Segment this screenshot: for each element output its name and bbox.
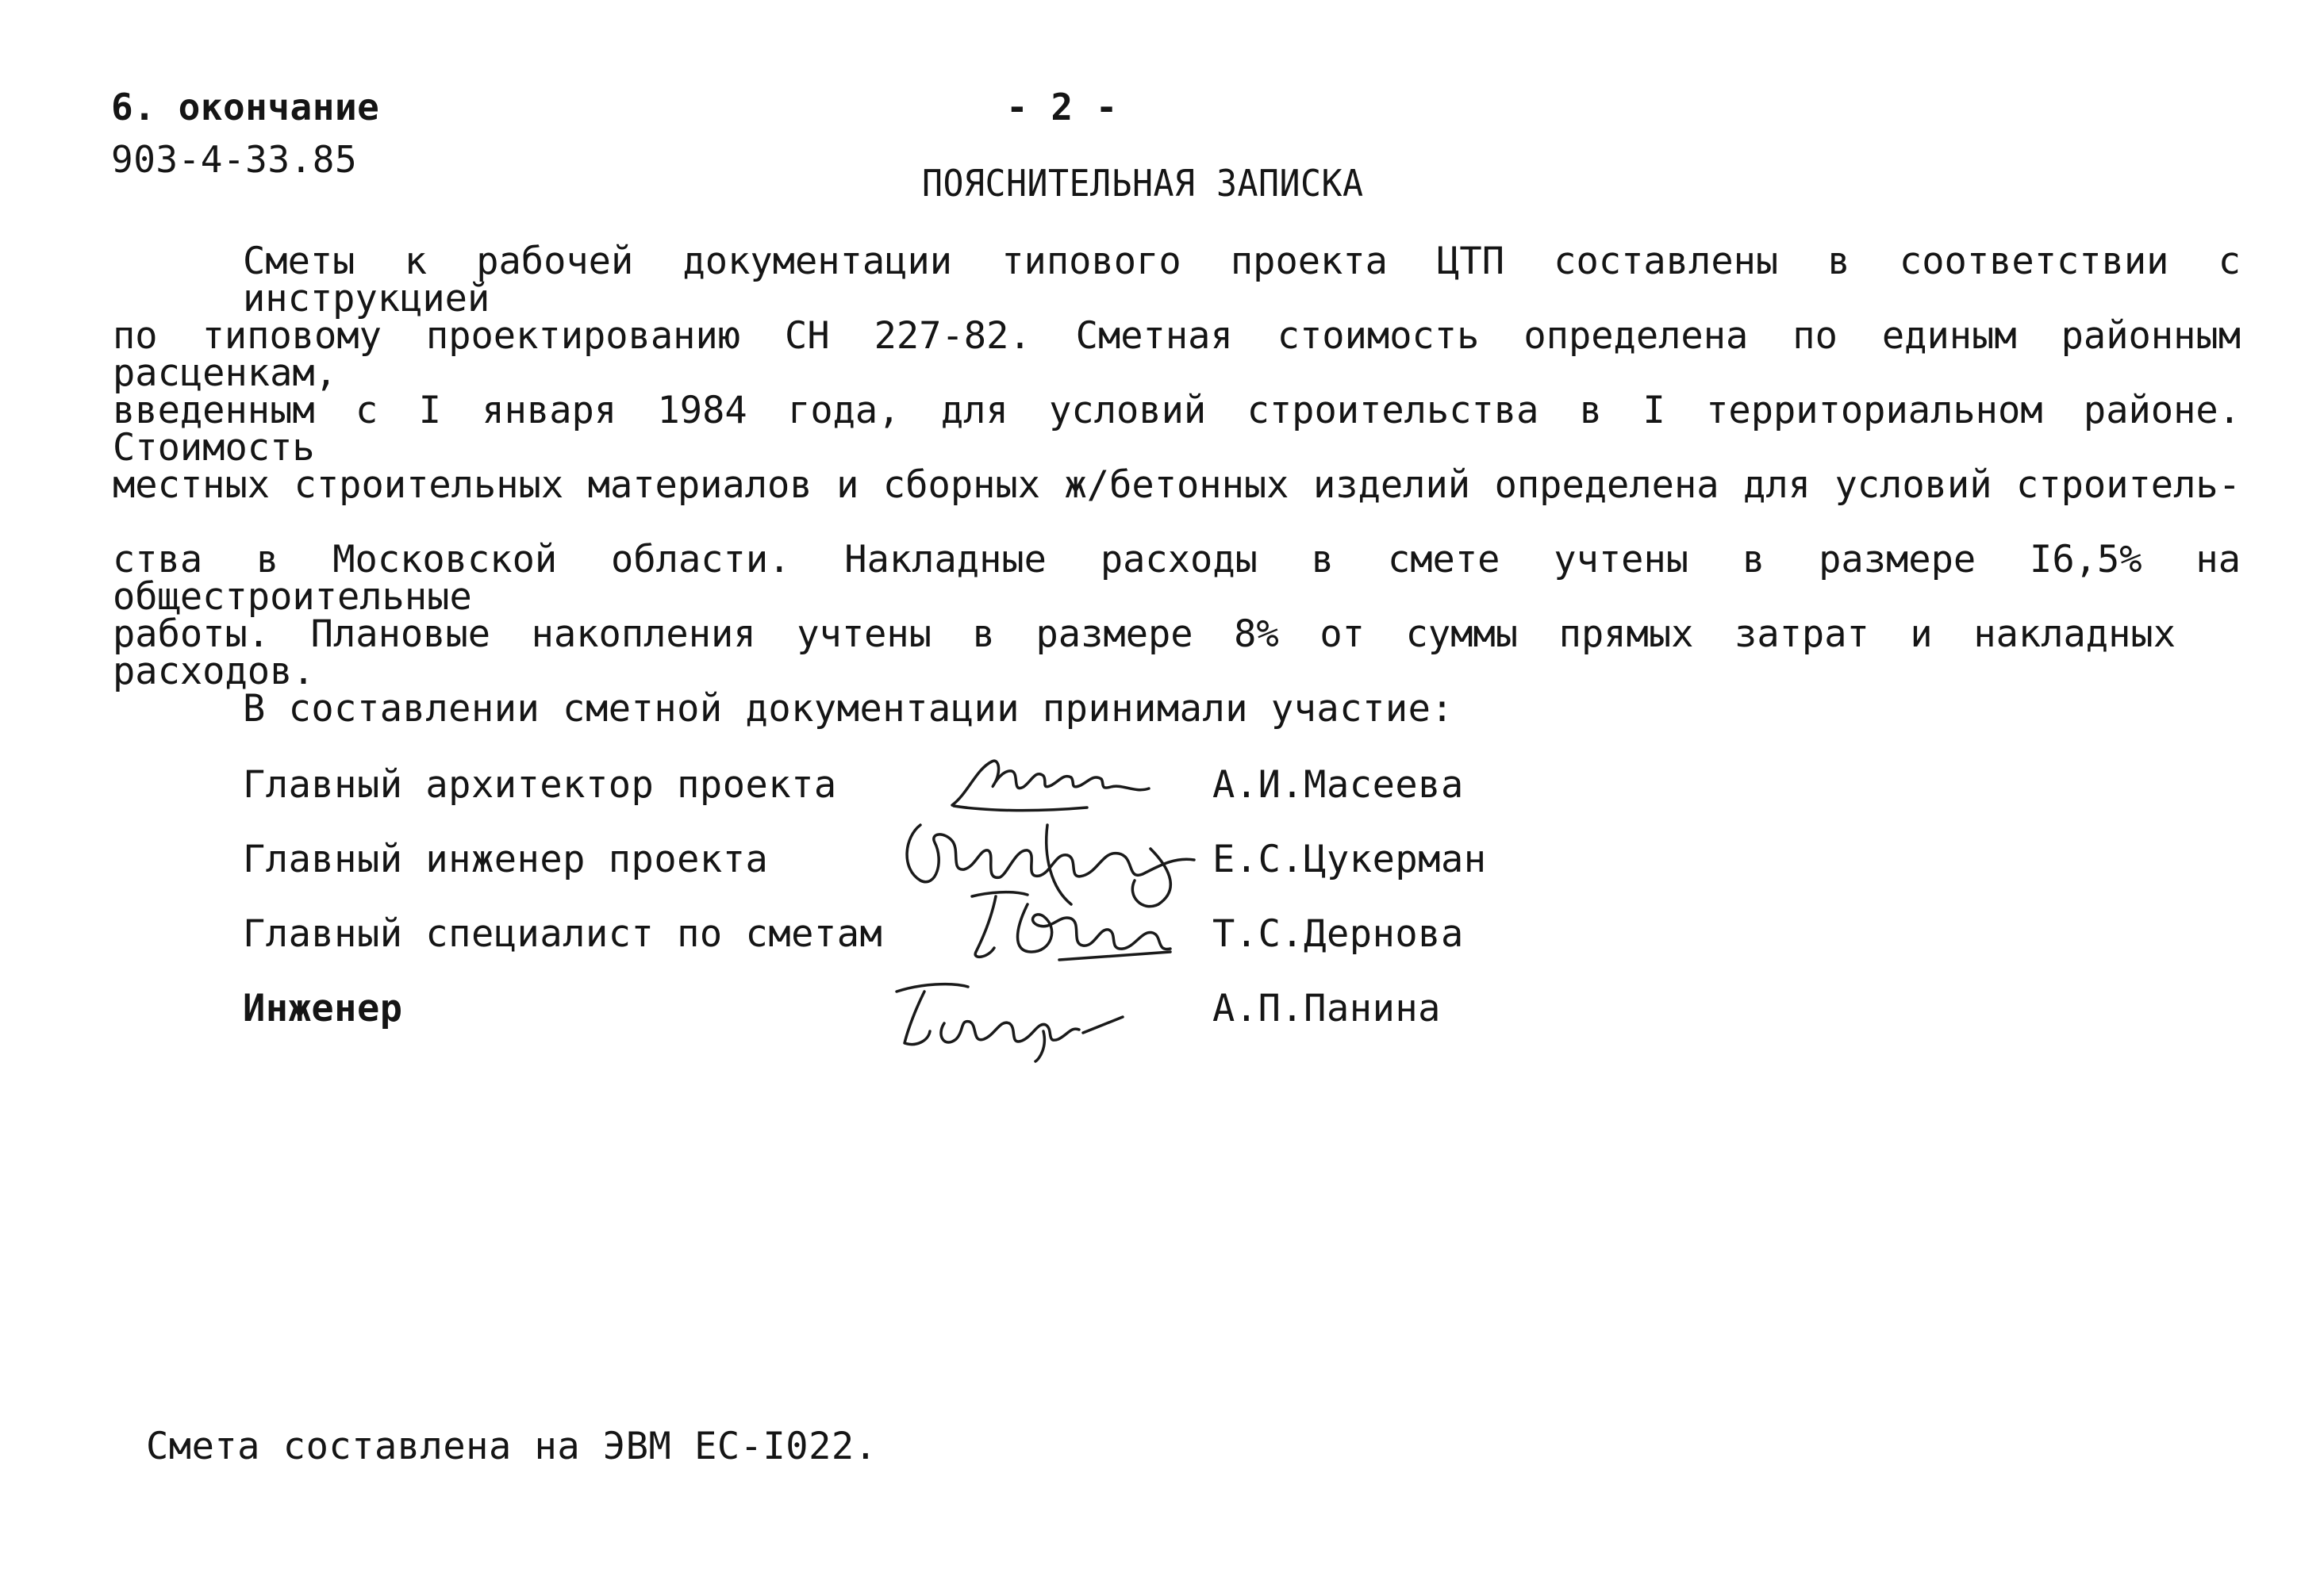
project-code: 903-4-33.85 [111, 138, 358, 181]
signatory-name: Т.С.Дернова [1212, 912, 1464, 956]
footer-note: Смета составлена на ЭВМ ЕС-I022. [146, 1425, 878, 1468]
page-number: - 2 - [1006, 86, 1118, 129]
paragraph-line: работы. Плановые накопления учтены в размере 8% от суммы прямых затрат и накладных расходов. [113, 612, 2176, 693]
signatory-name: А.П.Панина [1212, 987, 1441, 1030]
paragraph-line: местных строительных материалов и сборных ж/бетонных изделий определена для условий строитель- [113, 463, 2241, 507]
participants-heading: В составлении сметной документации принимали участие: [243, 687, 1454, 731]
signatory-role: Инженер [243, 987, 403, 1030]
paragraph-line: введенным с I января 1984 года, для условий строительства в I территориальном районе. Стоимость [113, 389, 2241, 470]
paragraph-line: по типовому проектированию СН 227-82. Сметная стоимость определена по единым районным расценкам, [113, 314, 2241, 395]
signatory-role: Главный инженер проекта [243, 838, 769, 881]
paragraph-line: Сметы к рабочей документации типового проекта ЦТП составлены в соответствии с инструкцией [243, 240, 2241, 320]
signatory-name: Е.С.Цукерман [1212, 838, 1487, 881]
sheet-note: 6. окончание [111, 86, 380, 129]
signatory-role: Главный специалист по сметам [243, 912, 883, 956]
page-title: ПОЯСНИТЕЛЬНАЯ ЗАПИСКА [922, 162, 1364, 205]
signature-dernova [940, 873, 1194, 968]
signatory-name: А.И.Масеева [1212, 763, 1464, 807]
paragraph-line: ства в Московской области. Накладные расходы в смете учтены в размере I6,5% на общестроительные [113, 538, 2241, 619]
signature-panina [881, 960, 1135, 1063]
signatory-role: Главный архитектор проекта [243, 763, 837, 807]
